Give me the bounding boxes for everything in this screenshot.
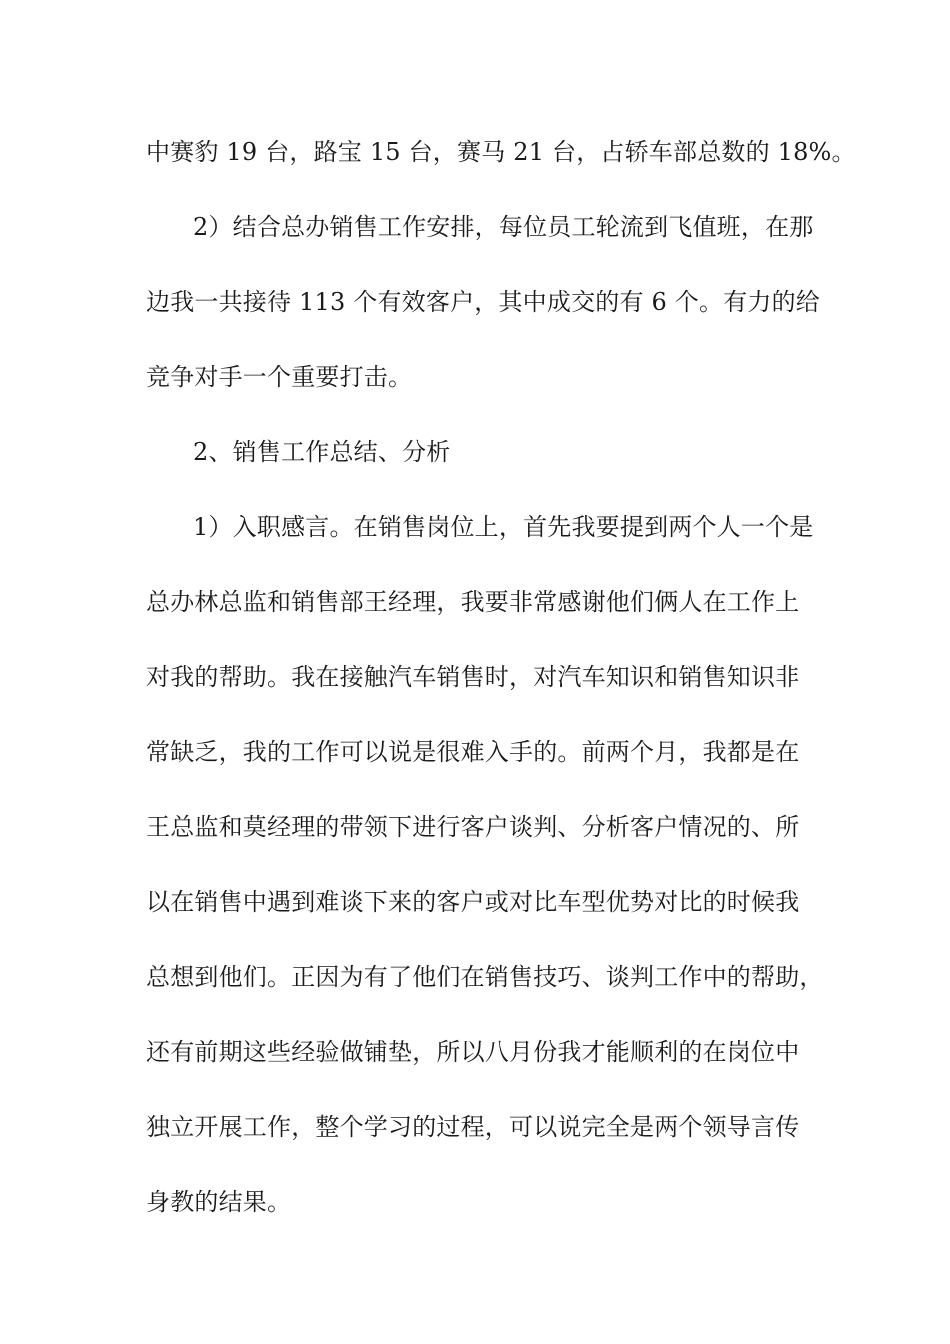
paragraph-line: 总办林总监和销售部王经理，我要非常感谢他们俩人在工作上	[146, 588, 800, 616]
paragraph-line: 还有前期这些经验做铺垫，所以八月份我才能顺利的在岗位中	[146, 1038, 800, 1066]
paragraph-line: 2）结合总办销售工作安排，每位员工轮流到飞值班，在那	[193, 213, 814, 241]
section-heading: 2、销售工作总结、分析	[193, 438, 451, 466]
paragraph-line: 中赛豹 19 台，路宝 15 台，赛马 21 台，占轿车部总数的 18%。	[146, 138, 856, 166]
paragraph-line: 常缺乏，我的工作可以说是很难入手的。前两个月，我都是在	[146, 738, 800, 766]
paragraph-line: 以在销售中遇到难谈下来的客户或对比车型优势对比的时候我	[146, 888, 800, 916]
paragraph-line: 1）入职感言。在销售岗位上，首先我要提到两个人一个是	[193, 513, 814, 541]
paragraph-line: 独立开展工作，整个学习的过程，可以说完全是两个领导言传	[146, 1113, 800, 1141]
paragraph-line: 边我一共接待 113 个有效客户，其中成交的有 6 个。有力的给	[146, 288, 820, 316]
paragraph-line: 对我的帮助。我在接触汽车销售时，对汽车知识和销售知识非	[146, 663, 800, 691]
paragraph-line: 身教的结果。	[146, 1188, 292, 1216]
paragraph-line: 王总监和莫经理的带领下进行客户谈判、分析客户情况的、所	[146, 813, 800, 841]
paragraph-line: 竞争对手一个重要打击。	[146, 363, 413, 391]
paragraph-line: 总想到他们。正因为有了他们在销售技巧、谈判工作中的帮助，	[146, 963, 824, 991]
